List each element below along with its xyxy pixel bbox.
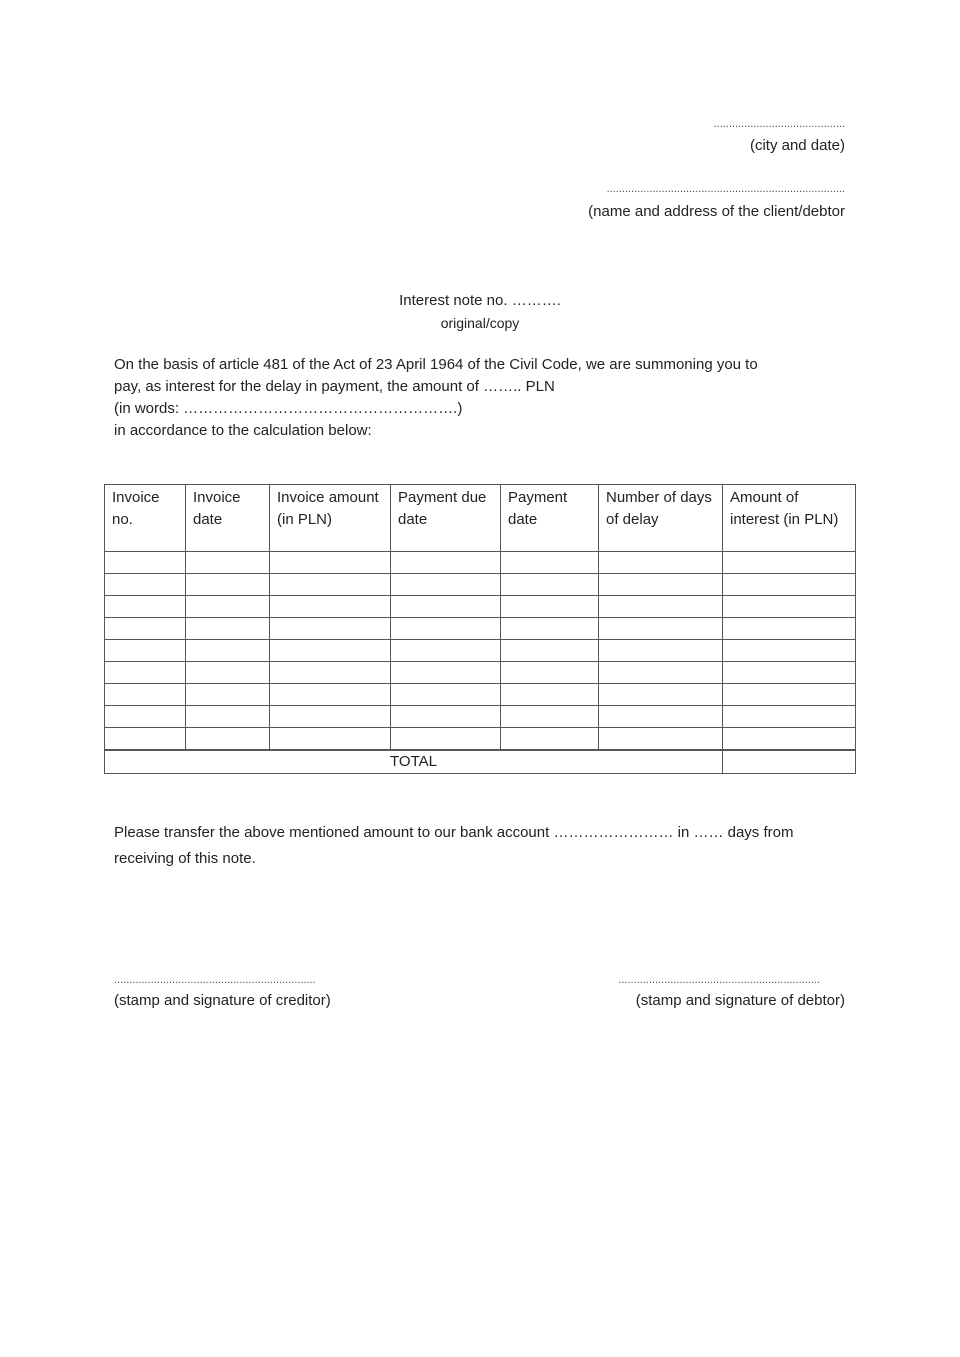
table-cell — [270, 684, 391, 706]
total-label: TOTAL — [105, 750, 723, 774]
table-cell — [270, 574, 391, 596]
table-cell — [105, 618, 186, 640]
header-payment-date: Payment date — [501, 485, 599, 552]
table-cell — [723, 640, 856, 662]
transfer-paragraph — [114, 820, 834, 872]
table-cell — [599, 662, 723, 684]
table-cell — [186, 640, 270, 662]
table-cell — [599, 728, 723, 751]
table-cell — [186, 552, 270, 574]
table-cell — [599, 552, 723, 574]
table-cell — [723, 684, 856, 706]
table-row — [105, 640, 856, 662]
table-cell — [723, 706, 856, 728]
summons-line-2: pay, as interest for the delay in payment, the amount of …….. PLN — [114, 378, 555, 395]
header-invoice-amount: Invoice amount (in PLN) — [270, 485, 391, 552]
table-cell — [270, 728, 391, 751]
table-cell — [599, 684, 723, 706]
table-cell — [599, 640, 723, 662]
table-cell — [501, 662, 599, 684]
client-address-dotted-line: .............................................................................. — [606, 183, 845, 195]
debtor-signature-label: (stamp and signature of debtor) — [635, 992, 845, 1009]
amount-in-words-line: (in words: ……………………………………………….) — [114, 400, 463, 417]
table-cell — [391, 662, 501, 684]
summons-line-1: On the basis of article 481 of the Act of 23 April 1964 of the Civil Code, we are summoning you to — [114, 356, 758, 373]
table-cell — [105, 706, 186, 728]
table-cell — [723, 574, 856, 596]
table-cell — [599, 596, 723, 618]
table-row — [105, 728, 856, 751]
summons-paragraph — [114, 354, 834, 442]
table-cell — [186, 662, 270, 684]
table-cell — [501, 684, 599, 706]
header-invoice-date: Invoice date — [186, 485, 270, 552]
table-cell — [723, 662, 856, 684]
table-cell — [270, 552, 391, 574]
transfer-line-2: receiving of this note. — [114, 850, 256, 867]
table-cell — [186, 618, 270, 640]
creditor-signature-label: (stamp and signature of creditor) — [114, 992, 331, 1009]
table-cell — [501, 728, 599, 751]
table-cell — [270, 662, 391, 684]
table-cell — [105, 662, 186, 684]
table-cell — [501, 552, 599, 574]
table-row — [105, 618, 856, 640]
table-cell — [186, 728, 270, 751]
table-cell — [391, 640, 501, 662]
interest-calculation-table — [104, 484, 856, 774]
table-cell — [105, 640, 186, 662]
table-row — [105, 596, 856, 618]
table-row — [105, 706, 856, 728]
table-cell — [270, 596, 391, 618]
table-cell — [599, 618, 723, 640]
table-cell — [186, 574, 270, 596]
table-row — [105, 574, 856, 596]
original-copy-label: original/copy — [440, 315, 520, 331]
table-row — [105, 684, 856, 706]
total-row — [105, 750, 856, 774]
header-days-of-delay: Number of days of delay — [599, 485, 723, 552]
total-value-cell — [723, 750, 856, 774]
table-cell — [186, 596, 270, 618]
table-cell — [105, 596, 186, 618]
table-cell — [501, 640, 599, 662]
table-cell — [391, 574, 501, 596]
table-cell — [391, 684, 501, 706]
city-date-dotted-line: ........................................... — [713, 118, 845, 130]
table-cell — [501, 706, 599, 728]
table-cell — [599, 706, 723, 728]
table-cell — [105, 684, 186, 706]
summons-line-4: in accordance to the calculation below: — [114, 422, 372, 439]
table-cell — [501, 574, 599, 596]
table-row — [105, 552, 856, 574]
client-address-label: (name and address of the client/debtor — [588, 203, 845, 220]
table-cell — [186, 706, 270, 728]
table-row — [105, 662, 856, 684]
table-cell — [599, 574, 723, 596]
table-cell — [270, 640, 391, 662]
transfer-line-1: Please transfer the above mentioned amount to our bank account …………………… in …… days from — [114, 824, 794, 841]
table-cell — [391, 706, 501, 728]
header-payment-due-date: Payment due date — [391, 485, 501, 552]
table-cell — [723, 552, 856, 574]
table-cell — [270, 618, 391, 640]
table-cell — [391, 596, 501, 618]
interest-note-number: Interest note no. ………. — [399, 292, 561, 309]
table-cell — [270, 706, 391, 728]
table-cell — [501, 596, 599, 618]
note-title-block — [0, 289, 960, 335]
table-cell — [501, 618, 599, 640]
table-cell — [723, 728, 856, 751]
debtor-signature-line: .................................................................. — [618, 974, 820, 986]
table-cell — [105, 574, 186, 596]
creditor-signature-line: .................................................................. — [114, 974, 316, 986]
table-header-row — [105, 485, 856, 552]
table-cell — [105, 552, 186, 574]
table-cell — [105, 728, 186, 751]
table-cell — [391, 618, 501, 640]
table-cell — [186, 684, 270, 706]
table-cell — [391, 728, 501, 751]
header-invoice-no: Invoice no. — [105, 485, 186, 552]
table-body — [105, 552, 856, 774]
city-date-label: (city and date) — [749, 137, 845, 154]
header-interest-amount: Amount of interest (in PLN) — [723, 485, 856, 552]
table-cell — [391, 552, 501, 574]
table-cell — [723, 618, 856, 640]
table-cell — [723, 596, 856, 618]
